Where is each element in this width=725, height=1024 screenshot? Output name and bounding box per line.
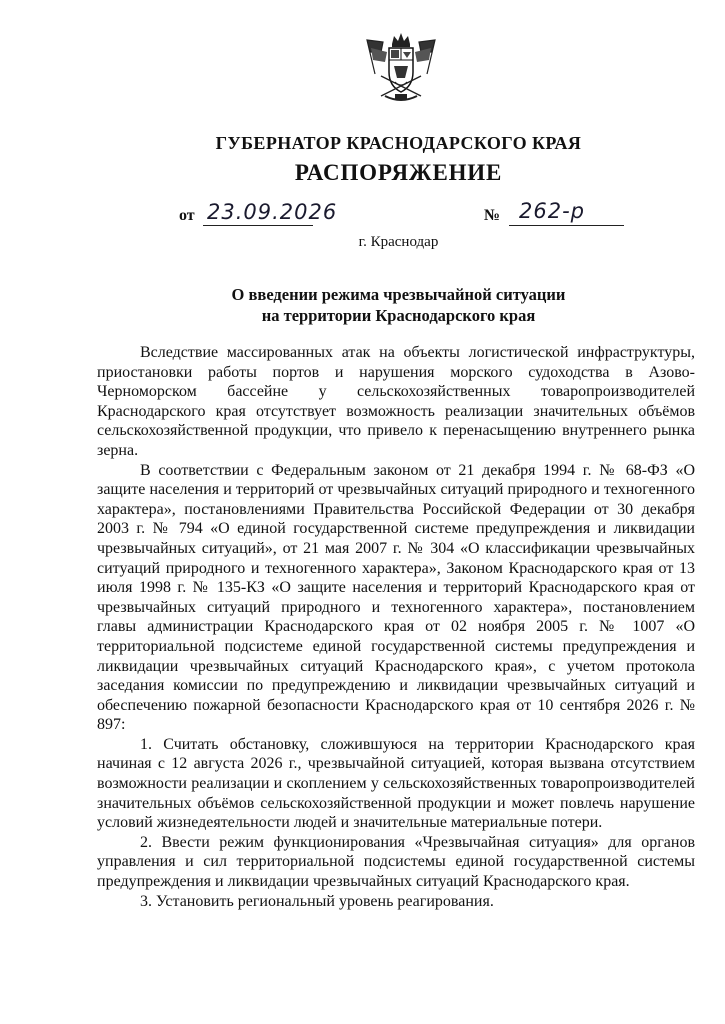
subject-line-2: на территории Краснодарского края [261,306,536,325]
paragraph-item-2: 2. Ввести режим функционирования «Чрезвычайная ситуация» для органов управления и сил территориальной подсистемы единой государственной системы предупреждения и ликвидации чрезвычайных ситуаций Краснодарского края. [97,833,695,891]
date-underline [203,225,313,226]
paragraph-preamble: Вследствие массированных атак на объекты логистической инфраструктуры, приостановки работы портов и нарушения морского судоходства в Азово-Черноморском бассейне у сельскохозяйственных товаропроизводителей Краснодарского края отсутствует возможность реализации значительных объёмов сельскохозяйственной продукции, что привело к перенасыщению внутреннего рынка зерна. [97,344,695,459]
number-underline [509,225,624,226]
date-label: от [179,207,195,224]
issuer-title: ГУБЕРНАТОР КРАСНОДАРСКОГО КРАЯ [215,133,582,153]
document-subject [36,284,725,326]
city: г. Краснодар [358,234,439,250]
subject-line-1: О введении режима чрезвычайной ситуации [231,285,566,304]
number-label: № [484,207,501,224]
document-type: РАСПОРЯЖЕНИЕ [294,160,503,185]
document-body [97,343,695,911]
coat-of-arms-emblem [361,30,441,108]
paragraph-legal-basis: В соответствии с Федеральным законом от 21 декабря 1994 г. № 68-ФЗ «О защите населения и территорий от чрезвычайных ситуаций природного и техногенного характера», постановлениями Правительства Российской Федерации от 30 декабря 2003 г. № 794 «О единой государственной системе предупреждения и ликвидации чрезвычайных ситуаций», от 21 мая 2007 г. № 304 «О классификации чрезвычайных ситуаций природного и техногенного характера», Законом Краснодарского края от 13 июля 1998 г. № 135-КЗ «О защите населения и территорий Краснодарского края от чрезвычайных ситуаций природного и техногенного характера», постановлением главы администрации Краснодарского края от 02 ноября 2005 г. № 1007 «О территориальной подсистеме единой государственной системы предупреждения и ликвидации чрезвычайных ситуаций Краснодарского края», с учетом протокола заседания комиссии по предупреждению и ликвидации чрезвычайных ситуаций и обеспечению пожарной безопасности Краснодарского края от 10 сентября 2026 г. № 897: [97,461,695,734]
document-number: 262-р [519,199,585,223]
document-date: 23.09.2026 [207,200,338,224]
date-number-row [179,199,629,233]
paragraph-item-3: 3. Установить региональный уровень реагирования. [140,892,494,910]
paragraph-item-1: 1. Считать обстановку, сложившуюся на территории Краснодарского края начиная с 12 августа 2026 г., чрезвычайной ситуацией, которая вызвана отсутствием возможности реализации и скоплением у сельскохозяйственных товаропроизводителей значительных объёмов сельскохозяйственной продукции и может повлечь нарушение условий жизнедеятельности людей и значительные материальные потери. [97,735,695,832]
